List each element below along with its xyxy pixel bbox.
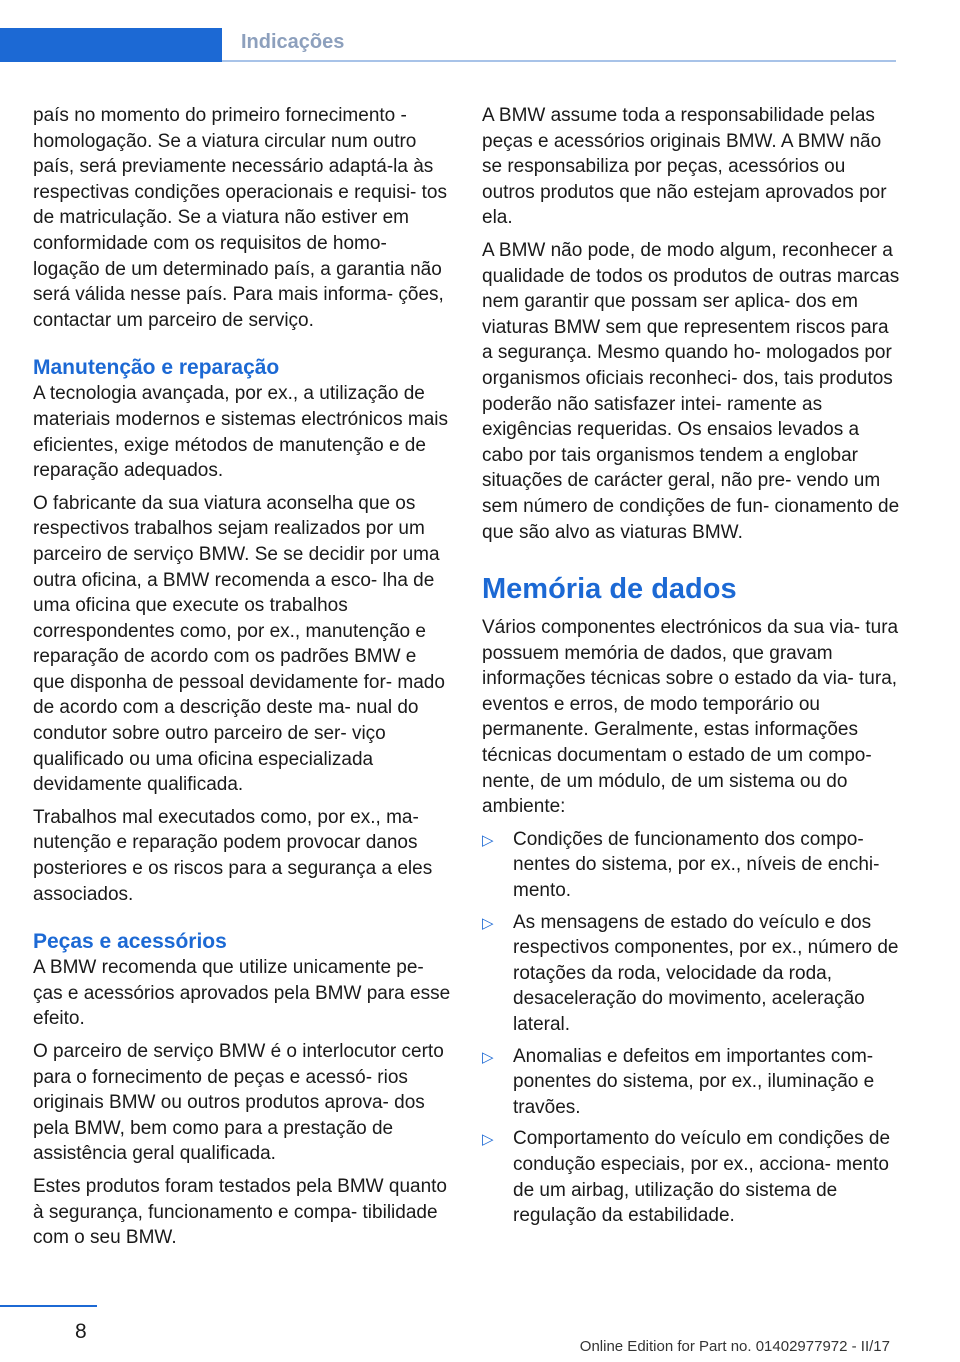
paragraph: A BMW recomenda que utilize unicamente pe‐ ças e acessórios aprovados pela BMW para esse efeito.: [33, 957, 451, 1030]
header-title: Indicações: [241, 31, 345, 53]
list-item-text: Anomalias e defeitos em importantes com‐ ponentes do sistema, por ex., iluminação e travões.: [513, 1045, 875, 1118]
list-item-text: Comportamento do veículo em condições de condução especiais, por ex., acciona‐ mento de um airbag, utilização do sistema de regulação da estabilidade.: [513, 1128, 891, 1227]
paragraph: O fabricante da sua viatura aconselha que os respectivos trabalhos sejam realizados por um parceiro de serviço BMW. Se se decidir por uma outra oficina, a BMW recomenda a esco‐ lha de uma oficina que execute os trabalhos correspondentes como, por ex., manutenção e reparação de acordo com os padrões BMW e que disponha de pessoal devidamente for‐ mado de acordo com a descrição deste ma‐ nual do condutor sobre outro parceiro de ser‐ viço qualificado ou uma oficina especializada devidamente qualificada.: [33, 492, 445, 796]
bullet-list: [482, 827, 900, 1229]
heading-memoria: Memória de dados: [482, 573, 737, 606]
page-number-rule: [0, 1305, 97, 1307]
paragraph: A BMW não pode, de modo algum, reconhecer a qualidade de todos os produtos de outras marcas nem garantir que possam ser aplica‐ dos em viaturas BMW sem que representem riscos para a segurança. Mesmo quando ho‐ mologados por organismos oficiais reconheci‐ dos, tais produtos poderão não satisfazer intei‐ ramente as exigências requeridas. Os ensaios levados a cabo por tais organismos tendem a englobar situações de carácter geral, não pre‐ vendo um sem número de condições de fun‐ cionamento de que são alvo as viaturas BMW.: [482, 239, 900, 543]
paragraph: A tecnologia avançada, por ex., a utilização de materiais modernos e sistemas electrónicos mais eficientes, exige métodos de manutenção e de reparação adequados.: [33, 383, 448, 482]
paragraph: A BMW assume toda a responsabilidade pelas peças e acessórios originais BMW. A BMW não se responsabiliza por peças, acessórios ou outros produtos que não estejam aprovados por ela.: [482, 105, 887, 229]
triangle-bullet-icon: ▷: [482, 1048, 494, 1066]
list-item: [482, 1126, 900, 1228]
left-column: [33, 103, 451, 1258]
paragraph: país no momento do primeiro fornecimento - homologação. Se a viatura circular num outro país, será previamente necessário adaptá-la às respectivas condições operacionais e requisi‐ tos de matriculação. Se a viatura não estiver em conformidade com os requisitos de homo‐ logação de um determinado país, a garantia não será válida nesse país. Para mais informa‐ ções, contactar um parceiro de serviço.: [33, 105, 447, 331]
triangle-bullet-icon: ▷: [482, 1131, 494, 1149]
list-item: [482, 910, 900, 1038]
header-accent-bar: [0, 28, 222, 62]
list-item: [482, 1044, 900, 1121]
header-rule: [222, 60, 896, 62]
paragraph: Estes produtos foram testados pela BMW quanto à segurança, funcionamento e compa‐ tibilidade com o seu BMW.: [33, 1175, 447, 1249]
footer-edition: Online Edition for Part no. 01402977972 - II/17: [579, 1338, 890, 1355]
list-item-text: As mensagens de estado do veículo e dos respectivos componentes, por ex., número de rotações da roda, velocidade da roda, desaceleração do movimento, aceleração lateral.: [513, 911, 899, 1035]
list-item: [482, 827, 900, 904]
right-column: [482, 103, 900, 1235]
paragraph: Vários componentes electrónicos da sua via‐ tura possuem memória de dados, que gravam informações técnicas sobre o estado da via‐ tura, eventos e erros, de modo temporário ou permanente. Geralmente, estas informações técnicas documentam o estado de um compo‐ nente, de um módulo, de um sistema ou do ambiente:: [482, 617, 899, 818]
paragraph: Trabalhos mal executados como, por ex., ma‐ nutenção e reparação podem provocar danos posteriores e os riscos para a segurança a eles associados.: [33, 806, 433, 905]
heading-pecas: Peças e acessórios: [33, 930, 227, 954]
triangle-bullet-icon: ▷: [482, 914, 494, 932]
heading-manutencao: Manutenção e reparação: [33, 356, 280, 380]
page-number: 8: [75, 1320, 87, 1343]
paragraph: O parceiro de serviço BMW é o interlocutor certo para o fornecimento de peças e acessó‐ rios originais BMW ou outros produtos aprova‐ dos pela BMW, bem como para a prestação de assistência geral qualificada.: [33, 1041, 444, 1165]
list-item-text: Condições de funcionamento dos compo‐ nentes do sistema, por ex., níveis de enchi‐ mento.: [513, 828, 880, 902]
triangle-bullet-icon: ▷: [482, 831, 494, 849]
